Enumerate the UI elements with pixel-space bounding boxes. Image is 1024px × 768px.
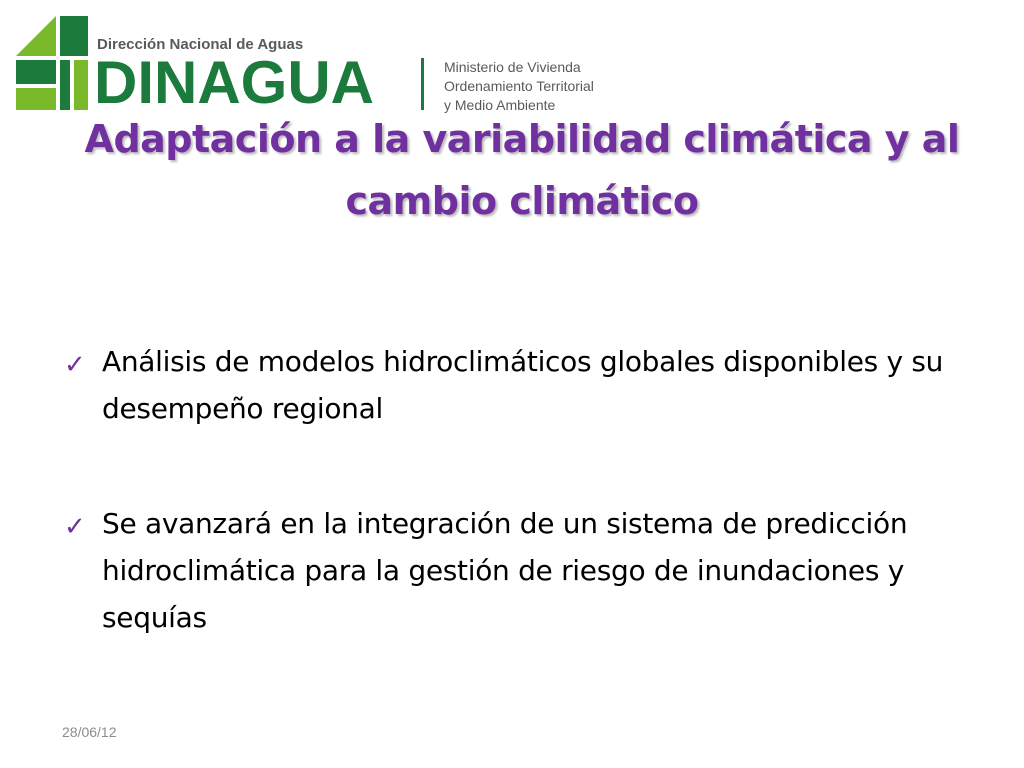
slide-title-line: cambio climático — [345, 179, 699, 223]
bullet-item — [62, 338, 982, 432]
logo-divider — [421, 58, 424, 110]
slide-title-line: Adaptación a la variabilidad climática y al — [84, 117, 960, 161]
checkmark-icon: ✓ — [64, 350, 86, 380]
bullet-item — [62, 500, 982, 641]
slide-date: 28/06/12 — [62, 724, 117, 740]
dinagua-logo — [0, 0, 620, 124]
slide-title — [20, 108, 1024, 232]
checkmark-icon: ✓ — [64, 512, 86, 542]
bullet-list — [62, 338, 982, 709]
ministry-text — [444, 58, 594, 115]
bullet-text: Análisis de modelos hidroclimáticos globales disponibles y su desempeño regional — [102, 345, 944, 425]
bullet-text: Se avanzará en la integración de un sistema de predicción hidroclimática para la gestión de riesgo de inundaciones y sequías — [102, 507, 908, 634]
ministry-line: Ordenamiento Territorial — [444, 78, 594, 94]
dinagua-emblem-icon — [16, 16, 90, 112]
ministry-line: y Medio Ambiente — [444, 97, 556, 113]
ministry-line: Ministerio de Vivienda — [444, 59, 581, 75]
logo-name: DINAGUA — [94, 49, 374, 116]
logo-subtitle: Dirección Nacional de Aguas — [97, 36, 304, 53]
